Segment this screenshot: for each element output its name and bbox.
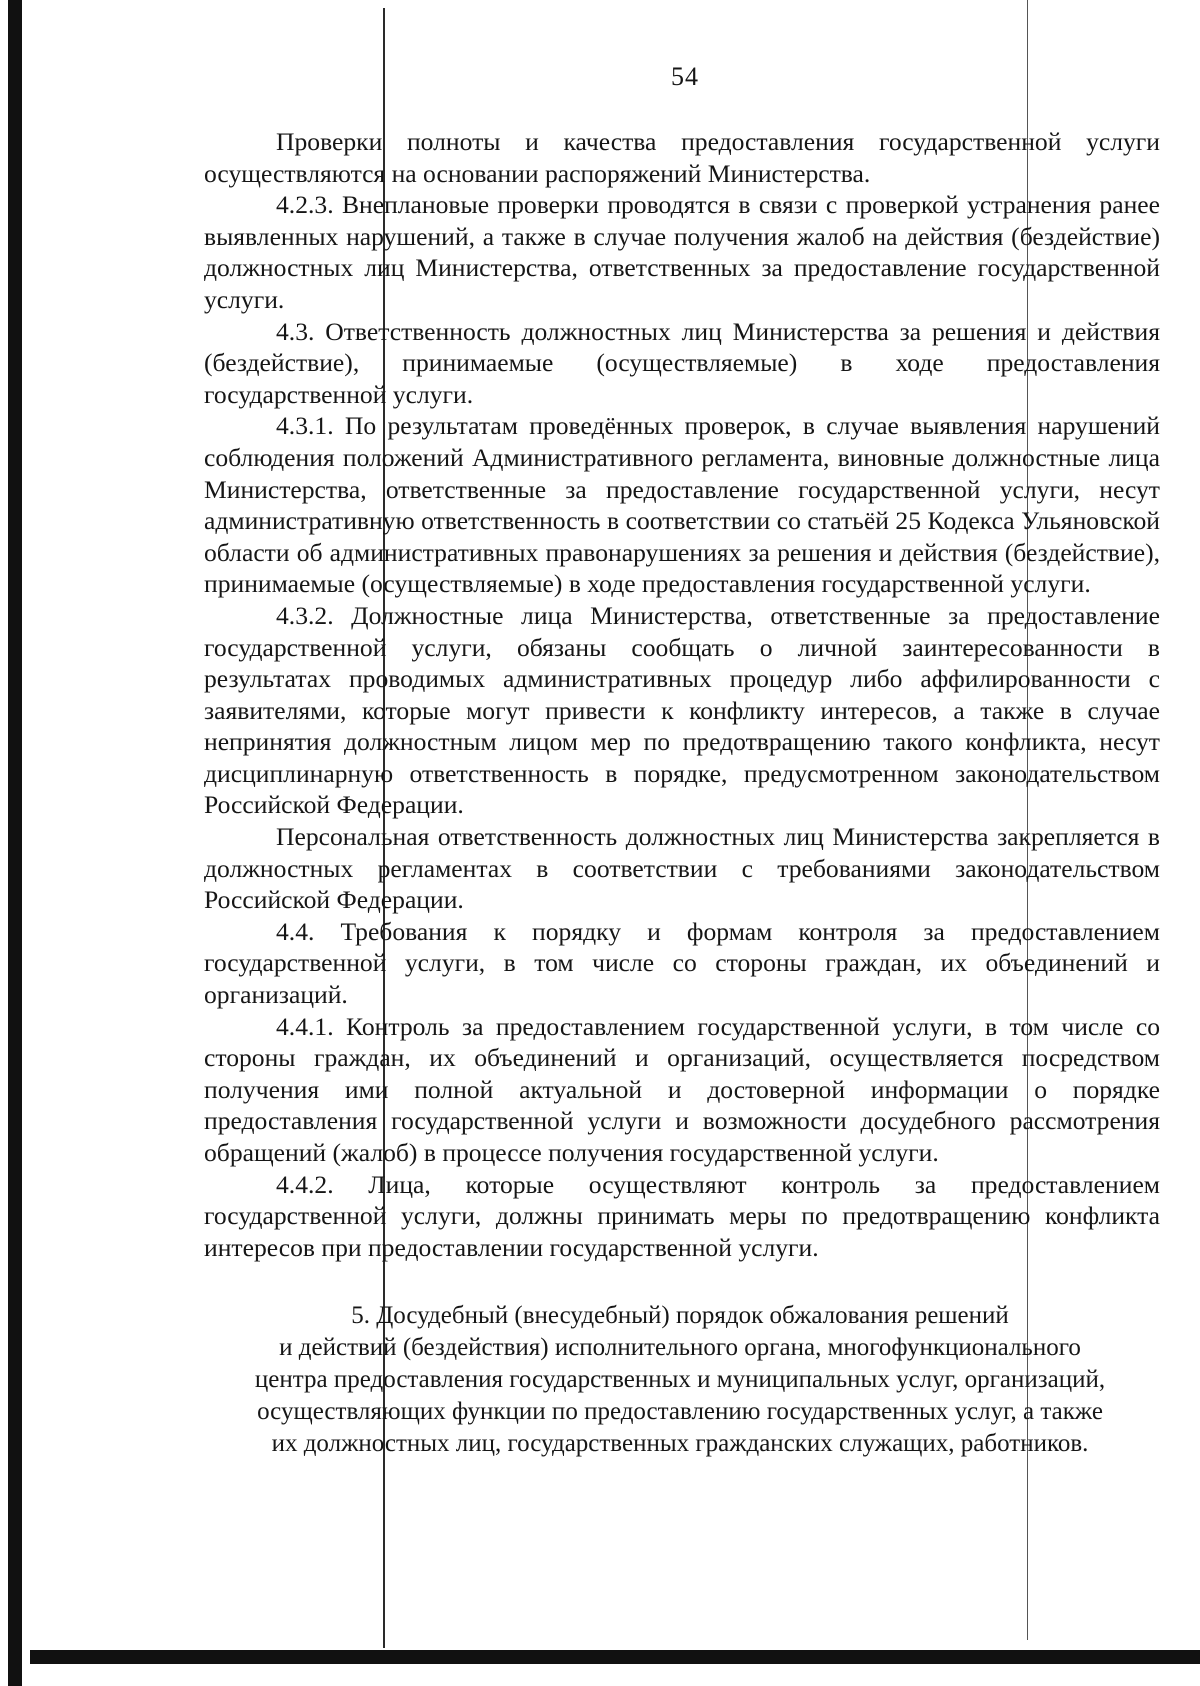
page-number: 54 — [671, 62, 699, 91]
paragraph: 4.4.1. Контроль за предоставлением государственной услуги, в том числе со стороны граждан, их объединений и организаций, осуществляется посредством получения ими полной актуальной и достоверной информации о порядке предоставления государственной услуги и возможности досудебного рассмотрения обращений (жалоб) в процессе получения государственной услуги. — [204, 1011, 1160, 1167]
paragraph: 4.4. Требования к порядку и формам контроля за предоставлением государственной услуги, в том числе со стороны граждан, их объединений и организаций. — [204, 916, 1160, 1010]
section-heading — [200, 1300, 1160, 1460]
section-heading-line: их должностных лиц, государственных гражданских служащих, работников. — [271, 1430, 1089, 1458]
section-heading-line: центра предоставления государственных и муниципальных услуг, организаций, — [254, 1366, 1106, 1394]
paragraph: 4.2.3. Внеплановые проверки проводятся в связи с проверкой устранения ранее выявленных нарушений, а также в случае получения жалоб на действия (бездействие) должностных лиц Министерства, ответственных за предоставление государственной услуги. — [204, 190, 1160, 314]
paragraph: 4.4.2. Лица, которые осуществляют контроль за предоставлением государственной услуги, должны принимать меры по предотвращению конфликта интересов при предоставлении государственной услуги. — [204, 1169, 1160, 1262]
scan-edge-bottom — [30, 1650, 1200, 1664]
section-heading-line: и действий (бездействия) исполнительного органа, многофункционального — [279, 1334, 1081, 1362]
paragraph: 4.3.2. Должностные лица Министерства, ответственные за предоставление государственной услуги, обязаны сообщать о личной заинтересованности в результатах проводимых административных процедур либо аффилированности с заявителями, которые могут привести к конфликту интересов, а также в случае непринятия должностным лицом мер по предотвращению такого конфликта, несут дисциплинарную ответственность в порядке, предусмотренном законодательством Российской Федерации. — [204, 600, 1160, 820]
scan-edge-left — [8, 0, 22, 1686]
document-body — [204, 126, 1160, 1460]
paragraph: 4.3.1. По результатам проведённых проверок, в случае выявления нарушений соблюдения положений Административного регламента, виновные должностные лица Министерства, ответственные за предоставление государственной услуги, несут административную ответственность в соответствии со статьёй 25 Кодекса Ульяновской области об административных правонарушениях за решения и действия (бездействие), принимаемые (осуществляемые) в ходе предоставления государственной услуги. — [204, 411, 1160, 599]
paragraph: Персональная ответственность должностных лиц Министерства закрепляется в должностных регламентах в соответствии с требованиями законодательством Российской Федерации. — [204, 822, 1160, 915]
section-heading-line: 5. Досудебный (внесудебный) порядок обжалования решений — [351, 1302, 1009, 1330]
paragraph: 4.3. Ответственность должностных лиц Министерства за решения и действия (бездействие), принимаемые (осуществляемые) в ходе предоставления государственной услуги. — [204, 316, 1160, 409]
paragraph: Проверки полноты и качества предоставления государственной услуги осуществляются на основании распоряжений Министерства. — [204, 127, 1160, 188]
section-heading-line: осуществляющих функции по предоставлению государственных услуг, а также — [257, 1398, 1103, 1426]
